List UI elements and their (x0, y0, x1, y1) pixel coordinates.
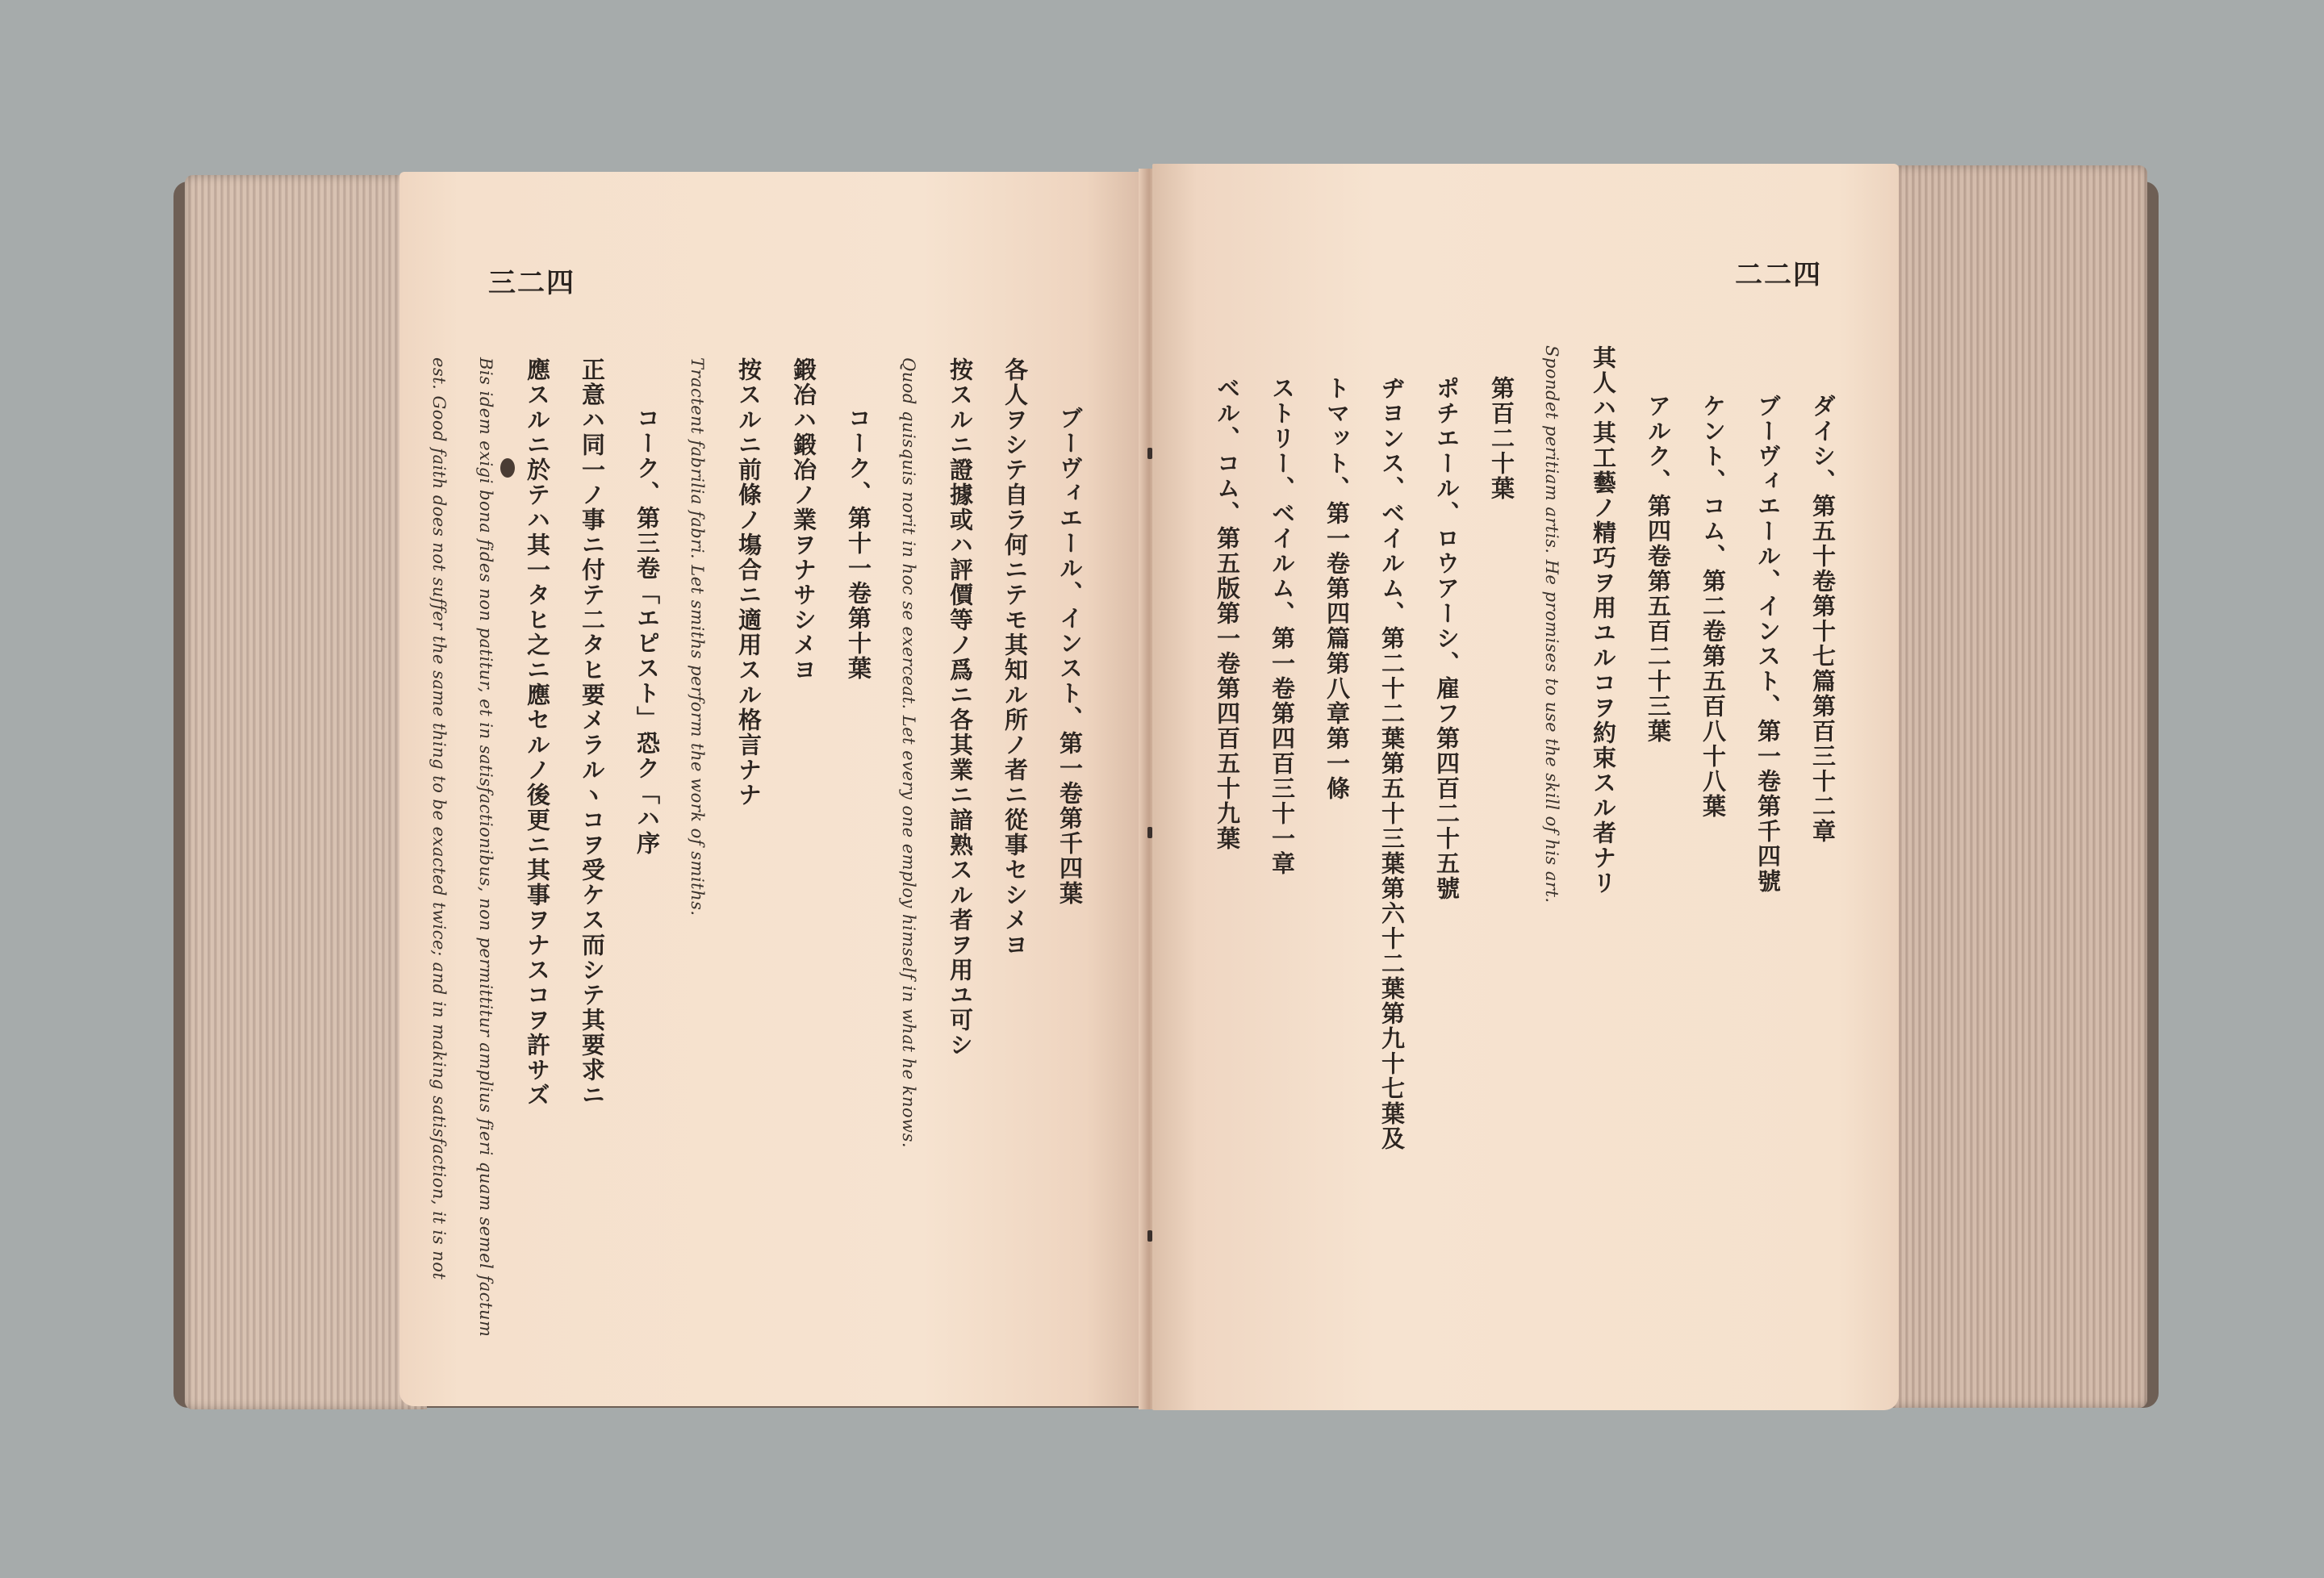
text-column: 第百二十葉 (1488, 376, 1515, 501)
text-column: ブーヴィエール、インスト、第一卷第千四葉 (1056, 406, 1084, 906)
text-column: ストリー、ベイルム、第一卷第四百三十一章 (1269, 376, 1296, 876)
latin-maxim-column: Quod quisquis norit in hoc se exerceat. Let every one employ himself in what he knows. (899, 357, 918, 1149)
text-column: アルク、第四卷第五百二十三葉 (1645, 394, 1672, 744)
text-column: 正意ハ同一ノ事ニ付テ二タヒ要メラルヽコヲ受ケス而シテ其要求ニ (579, 357, 606, 1108)
text-column: ダイシ、第五十卷第十七篇第百三十二章 (1809, 394, 1837, 844)
text-column: ベル、コム、第五版第一卷第四百五十九葉 (1214, 376, 1241, 851)
latin-maxim-column: Tractent fabrilia fabri. Let smiths perform the work of smiths. (688, 357, 707, 916)
right-page-text (1206, 345, 1837, 1151)
text-column: 按スルニ前條ノ塲合ニ適用スル格言ナナ (735, 357, 763, 808)
latin-maxim-column: Bis idem exigi bona fides non patitur, et in satisfactionibus, non permittitur amplius fieri quam semel factum (476, 357, 495, 1338)
latin-maxim-column: Spondet peritiam artis. He promises to use the skill of his art. (1542, 345, 1561, 904)
left-page-number: 三二四 (488, 267, 575, 299)
text-column: ブーヴィエール、インスト、第一卷第千四號 (1754, 394, 1782, 894)
text-column: 各人ヲシテ自ラ何ニテモ其知ル所ノ者ニ從事セシメヨ (1001, 357, 1029, 958)
latin-maxim-column: est. Good faith does not suffer the same thing to be exacted twice; and in making satisfaction, it is not (429, 357, 449, 1280)
text-column: コーク、第三卷「エピスト」恐ク「ハ序 (633, 406, 661, 856)
right-page-number: 二二四 (1735, 259, 1822, 291)
text-column: 按スルニ證據或ハ評價等ノ爲ニ各其業ニ諳熟スル者ヲ用ユ可シ (947, 357, 974, 1058)
text-column: コーク、第十一卷第十葉 (845, 406, 872, 681)
text-column: トマット、第一卷第四篇第八章第一條 (1323, 376, 1351, 801)
left-page (399, 172, 1146, 1406)
right-page-edges (1889, 165, 2147, 1408)
text-column: 應スルニ於テハ其一タヒ之ニ應セルノ後更ニ其事ヲナスコヲ許サズ (524, 357, 551, 1108)
text-column: 其人ハ其工藝ノ精巧ヲ用ユルコヲ約束スル者ナリ (1590, 345, 1617, 895)
open-book (173, 157, 2159, 1416)
right-page (1152, 164, 1899, 1410)
text-column: ヂヨンス、ベイルム、第二十二葉第五十三葉第六十二葉第九十七葉及 (1378, 376, 1406, 1151)
left-page-edges (185, 175, 427, 1409)
text-column: ポチエール、ロウアーシ、雇フ第四百二十五號 (1433, 376, 1461, 901)
left-page-text (423, 357, 1084, 1338)
text-column: 鍛冶ハ鍛冶ノ業ヲナサシメヨ (790, 357, 817, 683)
text-column: ケント、コム、第二卷第五百八十八葉 (1699, 394, 1727, 819)
